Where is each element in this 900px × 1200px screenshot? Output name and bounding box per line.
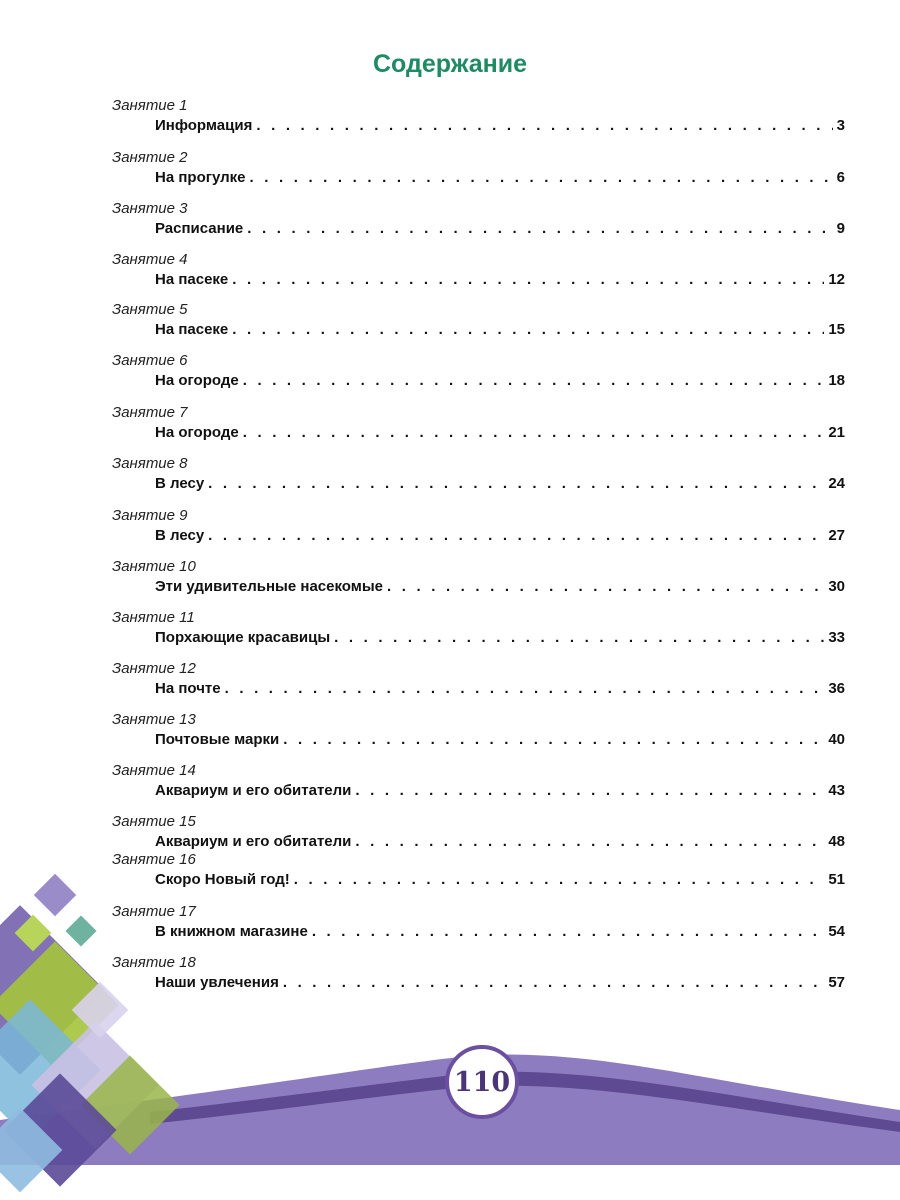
lesson-label: Занятие 11 (112, 609, 195, 626)
lesson-label: Занятие 17 (112, 903, 196, 920)
entry-title: На огороде (155, 372, 239, 389)
dot-leader (283, 974, 824, 991)
lesson-label: Занятие 7 (112, 404, 188, 421)
lesson-label: Занятие 8 (112, 455, 188, 472)
toc-entry (155, 629, 845, 646)
lesson-label: Занятие 18 (112, 954, 196, 971)
entry-title: На почте (155, 680, 221, 697)
toc-entry (155, 169, 845, 186)
entry-title: Эти удивительные насекомые (155, 578, 383, 595)
entry-title: На пасеке (155, 271, 229, 288)
dot-leader (243, 424, 825, 441)
toc-entry (155, 372, 845, 389)
dot-leader (294, 871, 825, 888)
dot-leader (208, 475, 824, 492)
entry-title: Расписание (155, 220, 244, 237)
toc-entry (155, 578, 845, 595)
toc-entry (155, 833, 845, 850)
entry-title: Аквариум и его обитатели (155, 782, 352, 799)
lesson-label: Занятие 5 (112, 301, 188, 318)
toc-entry (155, 527, 845, 544)
dot-leader (208, 527, 824, 544)
entry-page-number: 27 (828, 527, 845, 544)
toc-entry (155, 475, 845, 492)
dot-leader (243, 372, 825, 389)
entry-page-number: 36 (828, 680, 845, 697)
page-number-badge: 110 (445, 1045, 519, 1119)
toc-entry (155, 271, 845, 288)
toc-entry (155, 117, 845, 134)
toc-entry (155, 321, 845, 338)
entry-page-number: 6 (836, 169, 845, 186)
entry-page-number: 18 (828, 372, 845, 389)
entry-page-number: 54 (828, 923, 845, 940)
dot-leader (232, 271, 824, 288)
entry-page-number: 51 (828, 871, 845, 888)
dot-leader (387, 578, 824, 595)
entry-page-number: 43 (828, 782, 845, 799)
lesson-label: Занятие 15 (112, 813, 196, 830)
toc-entry (155, 974, 845, 991)
dot-leader (250, 169, 833, 186)
entry-page-number: 15 (828, 321, 845, 338)
entry-page-number: 48 (828, 833, 845, 850)
dot-leader (232, 321, 824, 338)
dot-leader (283, 731, 824, 748)
dot-leader (225, 680, 825, 697)
lesson-label: Занятие 1 (112, 97, 188, 114)
lesson-label: Занятие 3 (112, 200, 188, 217)
lesson-label: Занятие 12 (112, 660, 196, 677)
toc-entry (155, 871, 845, 888)
entry-title: На огороде (155, 424, 239, 441)
dot-leader (247, 220, 832, 237)
dot-leader (334, 629, 824, 646)
toc-entry (155, 923, 845, 940)
dot-leader (355, 833, 824, 850)
dot-leader (355, 782, 824, 799)
entry-title: Наши увлечения (155, 974, 279, 991)
lesson-label: Занятие 16 (112, 851, 196, 868)
entry-title: Порхающие красавицы (155, 629, 331, 646)
entry-page-number: 30 (828, 578, 845, 595)
lesson-label: Занятие 10 (112, 558, 196, 575)
entry-page-number: 12 (828, 271, 845, 288)
lesson-label: Занятие 13 (112, 711, 196, 728)
dot-leader (312, 923, 825, 940)
lesson-label: Занятие 9 (112, 507, 188, 524)
entry-title: В лесу (155, 527, 205, 544)
toc-entry (155, 424, 845, 441)
page-title: Содержание (372, 50, 528, 78)
toc-entry (155, 680, 845, 697)
lesson-label: Занятие 4 (112, 251, 188, 268)
entry-title: На пасеке (155, 321, 229, 338)
entry-title: В книжном магазине (155, 923, 308, 940)
entry-title: Почтовые марки (155, 731, 280, 748)
toc-entry (155, 220, 845, 237)
entry-page-number: 24 (828, 475, 845, 492)
entry-page-number: 57 (828, 974, 845, 991)
entry-title: Аквариум и его обитатели (155, 833, 352, 850)
lesson-label: Занятие 2 (112, 149, 188, 166)
toc-entry (155, 782, 845, 799)
entry-page-number: 9 (836, 220, 845, 237)
entry-title: Скоро Новый год! (155, 871, 290, 888)
entry-title: Информация (155, 117, 253, 134)
entry-page-number: 33 (828, 629, 845, 646)
entry-title: В лесу (155, 475, 205, 492)
entry-page-number: 21 (828, 424, 845, 441)
toc-entry (155, 731, 845, 748)
entry-page-number: 40 (828, 731, 845, 748)
lesson-label: Занятие 6 (112, 352, 188, 369)
entry-page-number: 3 (836, 117, 845, 134)
lesson-label: Занятие 14 (112, 762, 196, 779)
entry-title: На прогулке (155, 169, 246, 186)
dot-leader (256, 117, 832, 134)
